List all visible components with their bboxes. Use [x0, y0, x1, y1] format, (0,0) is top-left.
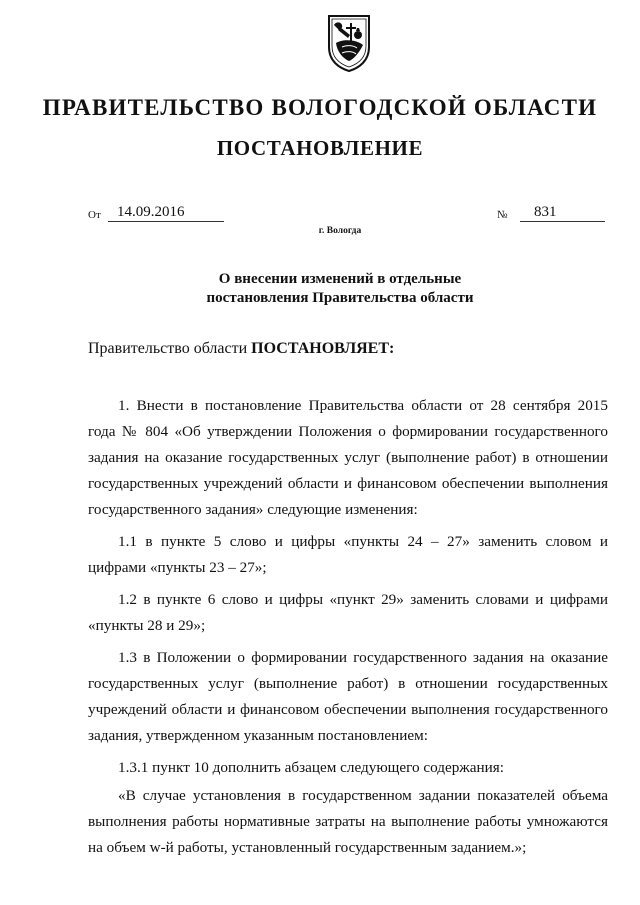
document-body: [88, 393, 608, 867]
paragraph-1-1: 1.1 в пункте 5 слово и цифры «пункты 24 – 27» заменить словом и цифрами «пункты 23 – 27»;: [88, 533, 608, 576]
date-label: От: [88, 209, 101, 221]
vologda-coat-of-arms-icon: [326, 13, 372, 73]
document-number: 831: [520, 204, 605, 222]
document-date: 14.09.2016: [108, 204, 224, 222]
paragraph-1-3-1: 1.3.1 пункт 10 дополнить абзацем следующего содержания:: [118, 759, 504, 776]
paragraph-1-2: 1.2 в пункте 6 слово и цифры «пункт 29» заменить словами и цифрами «пункты 28 и 29»;: [88, 591, 608, 634]
number-label: №: [497, 209, 508, 221]
preamble-emphasis: ПОСТАНОВЛЯЕТ:: [251, 340, 395, 357]
paragraph-1: 1. Внести в постановление Правительства области от 28 сентября 2015 года № 804 «Об утверждении Положения о формировании государственного задания на оказание государственных услуг (выполнение работ) в отношении государственных учреждений области и финансовом обеспечении выполнения государственного задания» следующие изменения:: [88, 397, 608, 518]
government-title: ПРАВИТЕЛЬСТВО ВОЛОГОДСКОЙ ОБЛАСТИ: [42, 95, 598, 120]
document-subject: [0, 270, 640, 308]
subject-line-2: постановления Правительства области: [206, 290, 474, 306]
paragraph-quote: «В случае установления в государственном задании показателей объема выполнения работы нормативные затраты на выполнение работы умножаются на объем w-й работы, установленный государственным заданием.»;: [88, 787, 608, 856]
subject-line-1: О внесении изменений в отдельные: [218, 271, 462, 287]
preamble: [88, 340, 394, 358]
city: г. Вологда: [318, 226, 362, 236]
preamble-text: Правительство области: [88, 340, 252, 357]
document-type: ПОСТАНОВЛЕНИЕ: [216, 136, 424, 160]
paragraph-1-3: 1.3 в Положении о формировании государственного задания на оказание государственных услуг (выполнение работ) в отношении государственных учреждений области и финансовом обеспечении выполнения государственного задания, утвержденном указанным постановлением:: [88, 649, 608, 744]
